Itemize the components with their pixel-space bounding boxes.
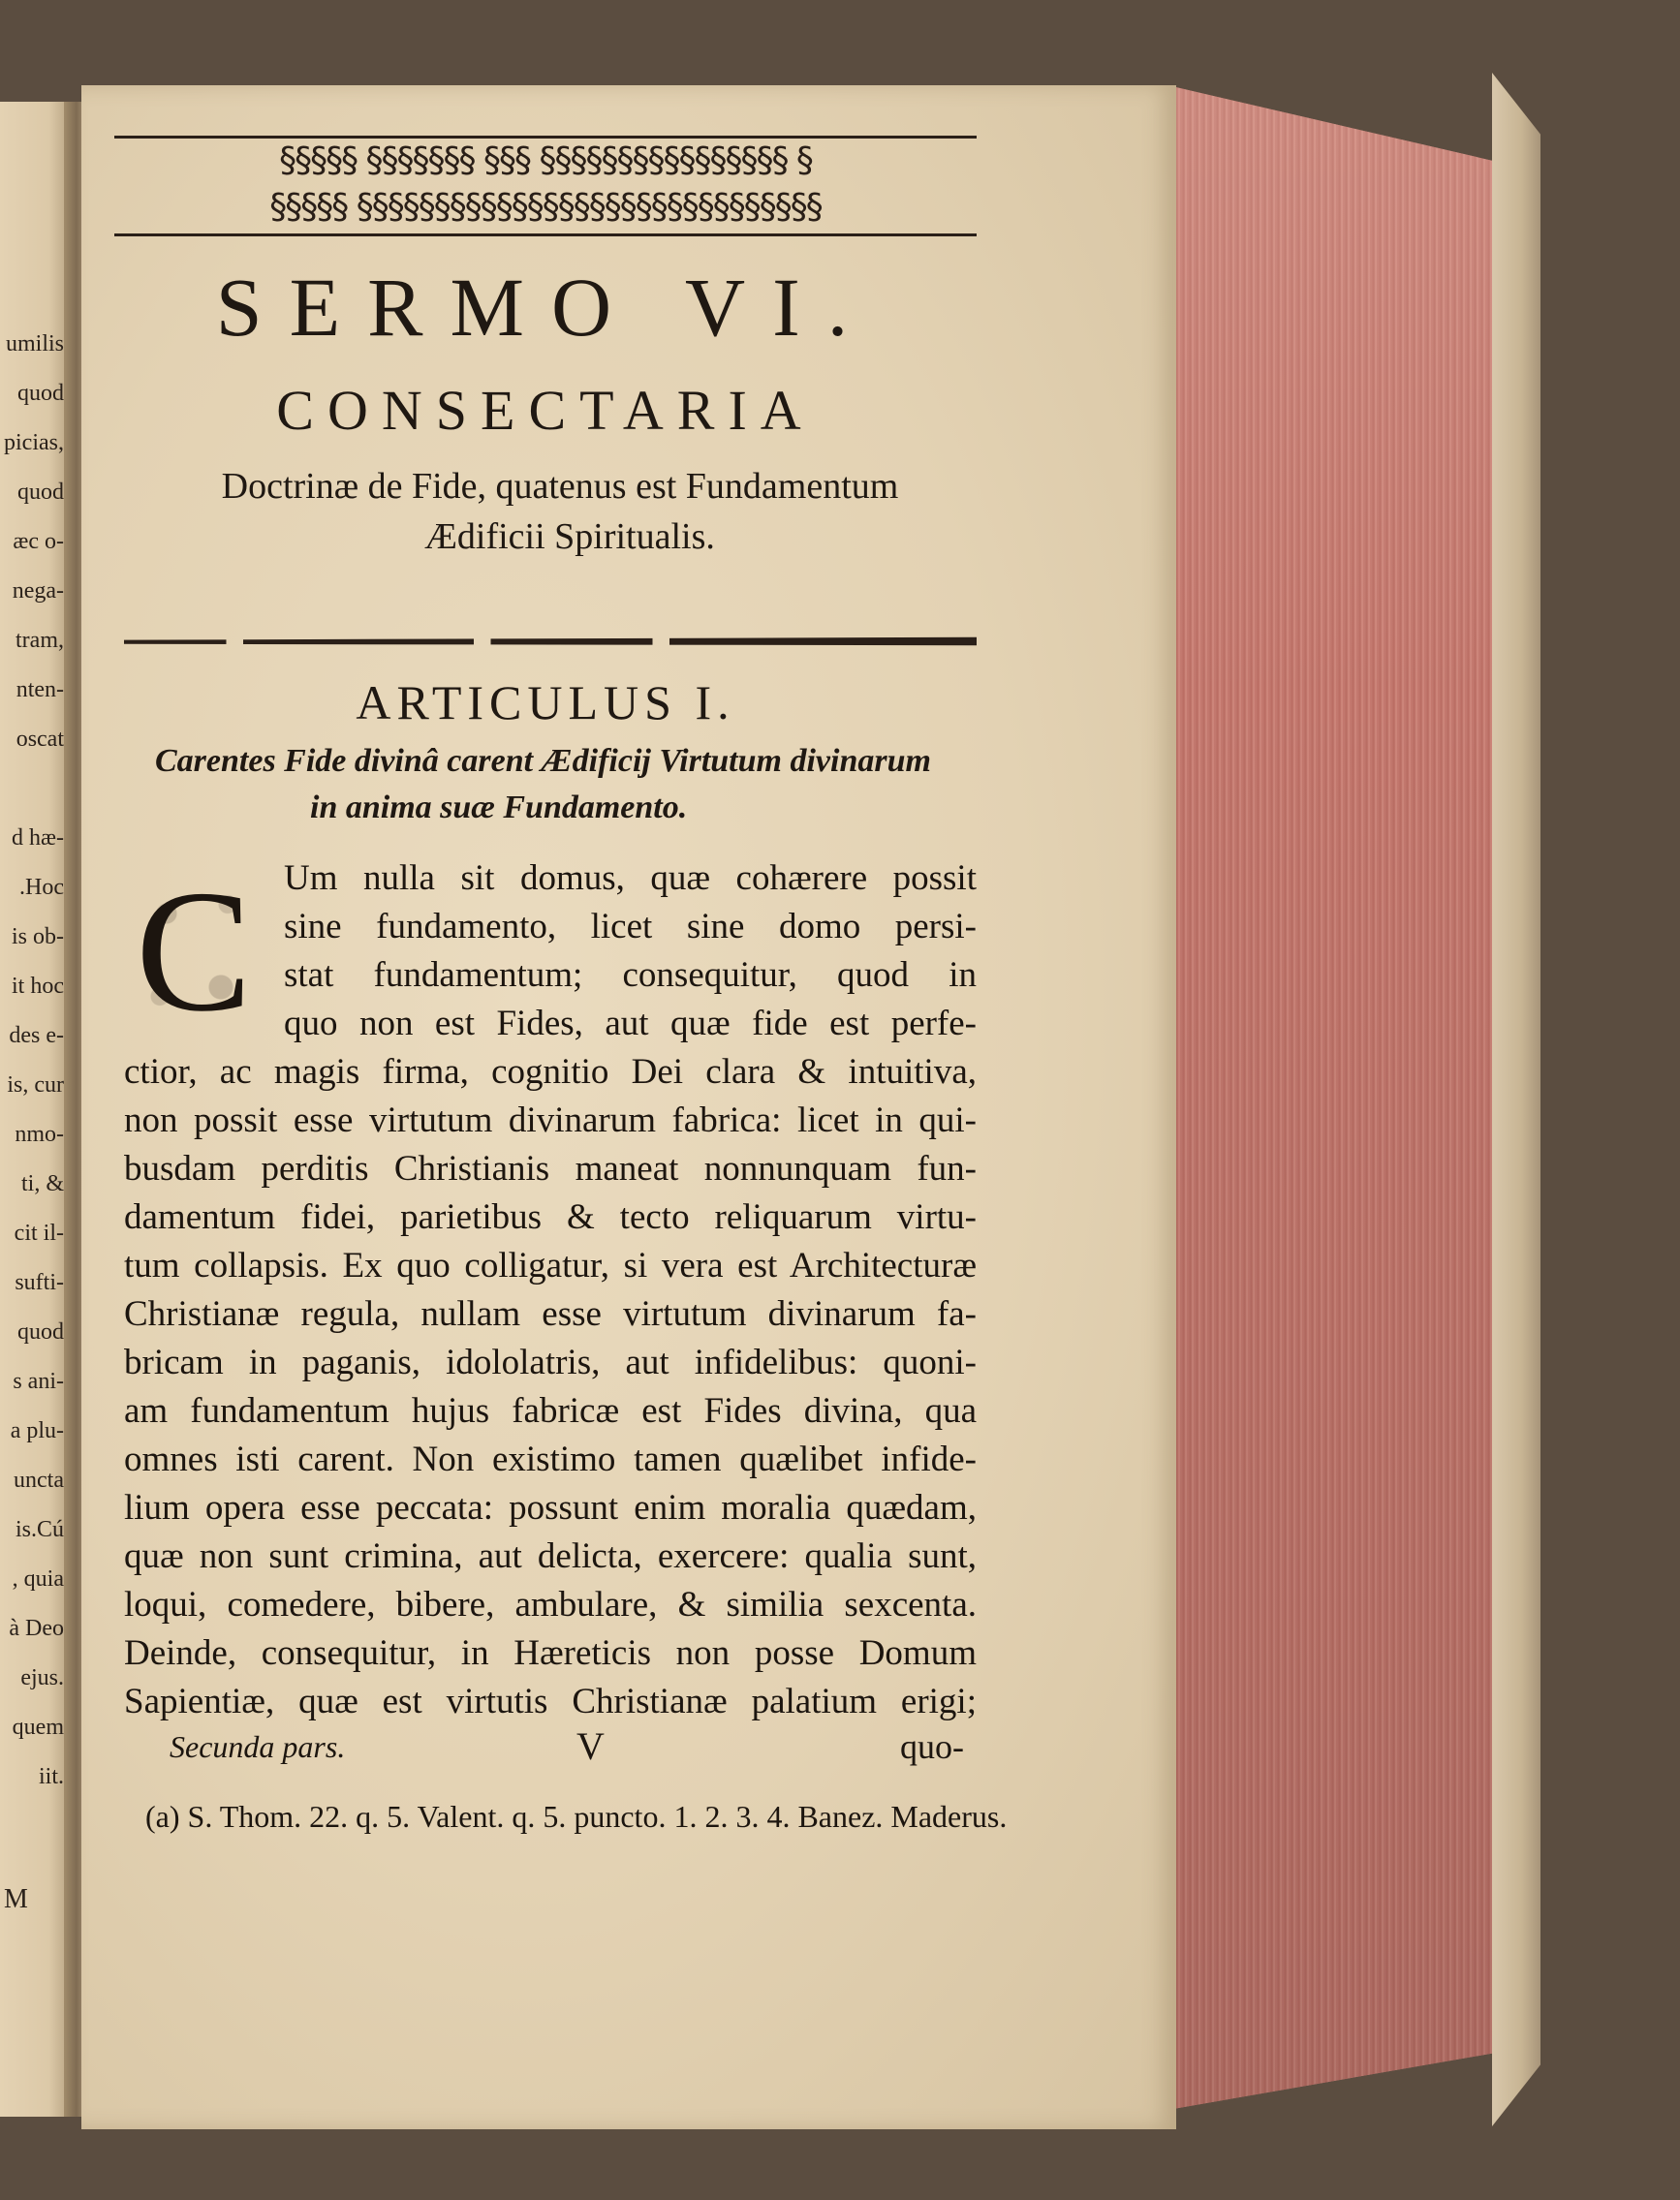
body-line: Deinde, consequitur, in Hæreticis non posse Domum xyxy=(124,1633,977,1673)
body-line: damentum fidei, parietibus & tecto reliquarum virtu- xyxy=(124,1197,977,1237)
left-fragment: s ani- xyxy=(13,1369,64,1394)
body-line: am fundamentum hujus fabricæ est Fides divina, qua xyxy=(124,1391,977,1431)
left-fragment: oscat xyxy=(16,727,64,752)
left-fragment: cit il- xyxy=(14,1221,64,1246)
body-line: quæ non sunt crimina, aut delicta, exercere: qualia sunt, xyxy=(124,1536,977,1576)
left-fragment: picias, xyxy=(4,430,64,455)
consectaria-title: CONSECTARIA xyxy=(276,379,815,442)
body-line: busdam perditis Christianis maneat nonnunquam fun- xyxy=(124,1149,977,1189)
part-label: Secunda pars. xyxy=(170,1729,346,1764)
footnote: (a) S. Thom. 22. q. 5. Valent. q. 5. puncto. 1. 2. 3. 4. Banez. Maderus. xyxy=(145,1799,1008,1834)
article-summary xyxy=(155,738,969,831)
left-fragment: is, cur xyxy=(7,1072,64,1098)
left-fragment: tram, xyxy=(16,628,64,653)
left-fragment: quem xyxy=(12,1715,64,1740)
ornament-row: §§§§§ §§§§§§§ §§§ §§§§§§§§§§§§§§§§ § xyxy=(279,140,812,180)
left-fragment: is ob- xyxy=(12,924,64,949)
left-fragment: nega- xyxy=(12,578,64,604)
left-fragment: nmo- xyxy=(15,1122,64,1147)
catchword: quo- xyxy=(900,1727,964,1766)
left-fragment: a plu- xyxy=(10,1418,64,1443)
body-line: stat fundamentum; consequitur, quod in xyxy=(284,955,977,995)
left-fragment: .Hoc xyxy=(19,875,64,900)
subtitle-line: Doctrinæ de Fide, quatenus est Fundamentum xyxy=(221,466,899,507)
body-line: lium opera esse peccata: possunt enim moralia quædam, xyxy=(124,1488,977,1528)
body-line: non possit esse virtutum divinarum fabrica: licet in qui- xyxy=(124,1100,977,1140)
left-fragment: sufti- xyxy=(15,1270,64,1295)
body-line: ctior, ac magis firma, cognitio Dei clara & intuitiva, xyxy=(124,1052,977,1092)
book-fore-edge xyxy=(1167,85,1516,2110)
left-fragment xyxy=(2,764,68,814)
drop-cap-initial: C xyxy=(124,856,264,1044)
body-line: quo non est Fides, aut quæ fide est perfe- xyxy=(284,1004,977,1043)
signature-mark: V xyxy=(576,1724,605,1768)
subtitle-line: Ædificii Spiritualis. xyxy=(424,516,715,557)
left-fragment: umilis xyxy=(5,331,64,356)
left-fragment: , quia xyxy=(12,1566,64,1592)
book-cover-edge xyxy=(1492,73,1540,2126)
heading-block xyxy=(114,254,977,562)
body-line: loqui, comedere, bibere, ambulare, & similia sexcenta. xyxy=(124,1585,977,1625)
left-fragment: quod xyxy=(17,480,64,505)
summary-line: in anima suæ Fundamento. xyxy=(310,790,688,825)
body-line: Sapientiæ, quæ est virtutis Christianæ palatium erigi; xyxy=(124,1682,977,1721)
page-footer xyxy=(170,1722,964,1771)
left-fragment: à Deo xyxy=(9,1616,64,1641)
summary-line: Carentes Fide divinâ carent Ædificij Virtutum divinarum xyxy=(155,743,931,779)
left-page-foot: M xyxy=(4,1884,28,1914)
left-fragment: ti, & xyxy=(20,1171,64,1196)
left-fragment: uncta xyxy=(14,1468,64,1493)
left-fragment: it hoc xyxy=(12,974,64,999)
body-line: sine fundamento, licet sine domo persi- xyxy=(284,907,977,946)
left-fragment: ejus. xyxy=(20,1665,64,1690)
left-fragment: æc o- xyxy=(13,529,64,554)
article-title: ARTICULUS I. xyxy=(356,675,735,729)
left-fragment: quod xyxy=(17,381,64,406)
body-line: Um nulla sit domus, quæ cohærere possit xyxy=(284,858,977,898)
ornament-band xyxy=(114,136,977,236)
left-page-edge xyxy=(0,102,70,2117)
left-fragment: nten- xyxy=(16,677,64,702)
left-fragment: is.Cú xyxy=(15,1517,64,1542)
body-line: Christianæ regula, nullam esse virtutum divinarum fa- xyxy=(124,1294,977,1334)
body-line: omnes isti carent. Non existimo tamen quælibet infide- xyxy=(124,1440,977,1479)
body-text xyxy=(124,854,977,1726)
left-fragment: iit. xyxy=(38,1764,64,1789)
body-line: bricam in paganis, idololatris, aut infidelibus: quoni- xyxy=(124,1343,977,1382)
body-line: tum collapsis. Ex quo colligatur, si vera est Architecturæ xyxy=(124,1246,977,1286)
left-fragment: des e- xyxy=(9,1023,64,1048)
left-margin-fragments xyxy=(2,320,68,1802)
left-fragment: quod xyxy=(17,1319,64,1345)
sermo-title: SERMO VI. xyxy=(215,261,876,354)
left-fragment: d hæ- xyxy=(12,825,64,851)
ornament-row: §§§§§ §§§§§§§§§§§§§§§§§§§§§§§§§§§§§§ xyxy=(269,187,822,227)
